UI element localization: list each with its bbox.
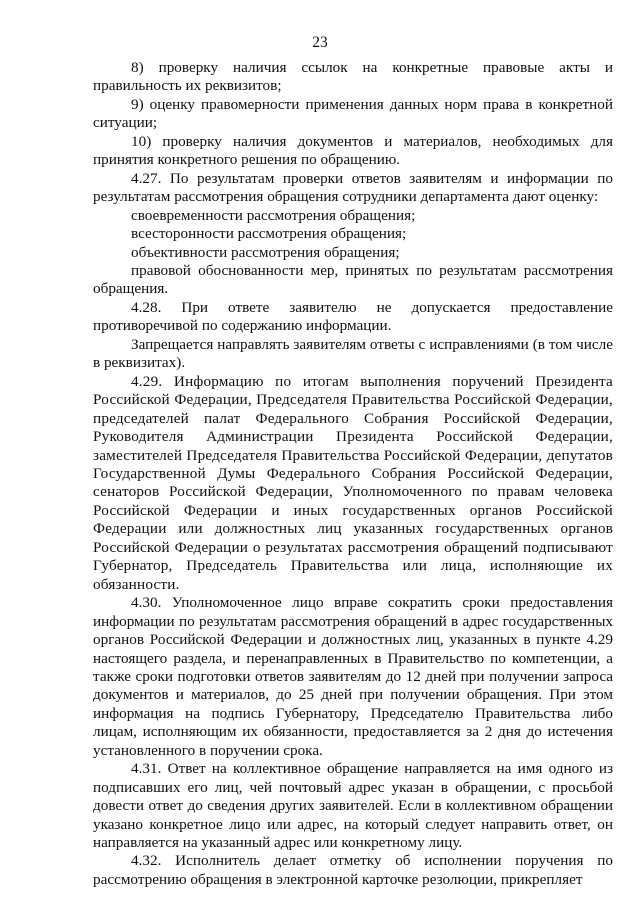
paragraph-4-30: 4.30. Уполномоченное лицо вправе сократить сроки предоставления информации по результатам рассмотрения обращений в адрес государственных органов Российской Федерации и должностных лиц, указанных в пункте 4.29 настоящего раздела, и перенаправленных в Правительство по компетенции, а также сроки подготовки ответов заявителям до 12 дней при получении запроса документов и материалов, до 25 дней при получении обращения. При этом информация на подпись Губернатору, Председателю Правительства либо лицам, исполняющим их обязанности, предоставляется за 2 дня до истечения установленного в поручении срока. [93,594,613,759]
list-item-legal-validity: правовой обоснованности мер, принятых по результатам рассмотрения обращения. [93,261,613,298]
paragraph-item-9: 9) оценку правомерности применения данных норм права в конкретной ситуации; [93,95,613,132]
paragraph-4-29: 4.29. Информацию по итогам выполнения поручений Президента Российской Федерации, Председателя Правительства Российской Федерации, председателей палат Федерального Собрания Российской Федерации, Руководителя Администрации Президента Российской Федерации, заместителей Председателя Правительства Российской Федерации, депутатов Государственной Думы Федерального Собрания Российской Федерации, сенаторов Российской Федерации, Уполномоченного по правам человека Российской Федерации и иных государственных органов Российской Федерации или должностных лиц указанных государственных органов Российской Федерации о результатах рассмотрения обращений подписывают Губернатор, Председатель Правительства или лица, исполняющие их обязанности. [93,372,613,593]
paragraph-item-8: 8) проверку наличия ссылок на конкретные правовые акты и правильность их реквизитов; [93,59,613,95]
document-body [93,59,613,889]
paragraph-4-28: 4.28. При ответе заявителю не допускается предоставление противоречивой по содержанию информации. [93,298,613,335]
paragraph-4-32: 4.32. Исполнитель делает отметку об исполнении поручения по рассмотрению обращения в электронной карточке резолюции, прикрепляет [93,852,613,888]
paragraph-corrections-ban: Запрещается направлять заявителям ответы с исправлениями (в том числе в реквизитах). [93,335,613,372]
page-number: 23 [312,34,328,51]
list-item-timeliness: своевременности рассмотрения обращения; [131,206,416,224]
paragraph-4-31: 4.31. Ответ на коллективное обращение направляется на имя одного из подписавших его лиц, чей почтовый адрес указан в обращении, с просьбой довести ответ до сведения других заявителей. Если в коллективном обращении указано конкретное лицо или адрес, на который следует направить ответ, он направляется на указанный адрес или конкретному лицу. [93,760,613,852]
paragraph-item-10: 10) проверку наличия документов и материалов, необходимых для принятия конкретного решения по обращению. [93,132,613,169]
list-item-comprehensiveness: всесторонности рассмотрения обращения; [131,225,407,243]
paragraph-4-27: 4.27. По результатам проверки ответов заявителям и информации по результатам рассмотрения обращения сотрудники департамента дают оценку: [93,169,613,206]
list-item-objectivity: объективности рассмотрения обращения; [131,243,400,261]
